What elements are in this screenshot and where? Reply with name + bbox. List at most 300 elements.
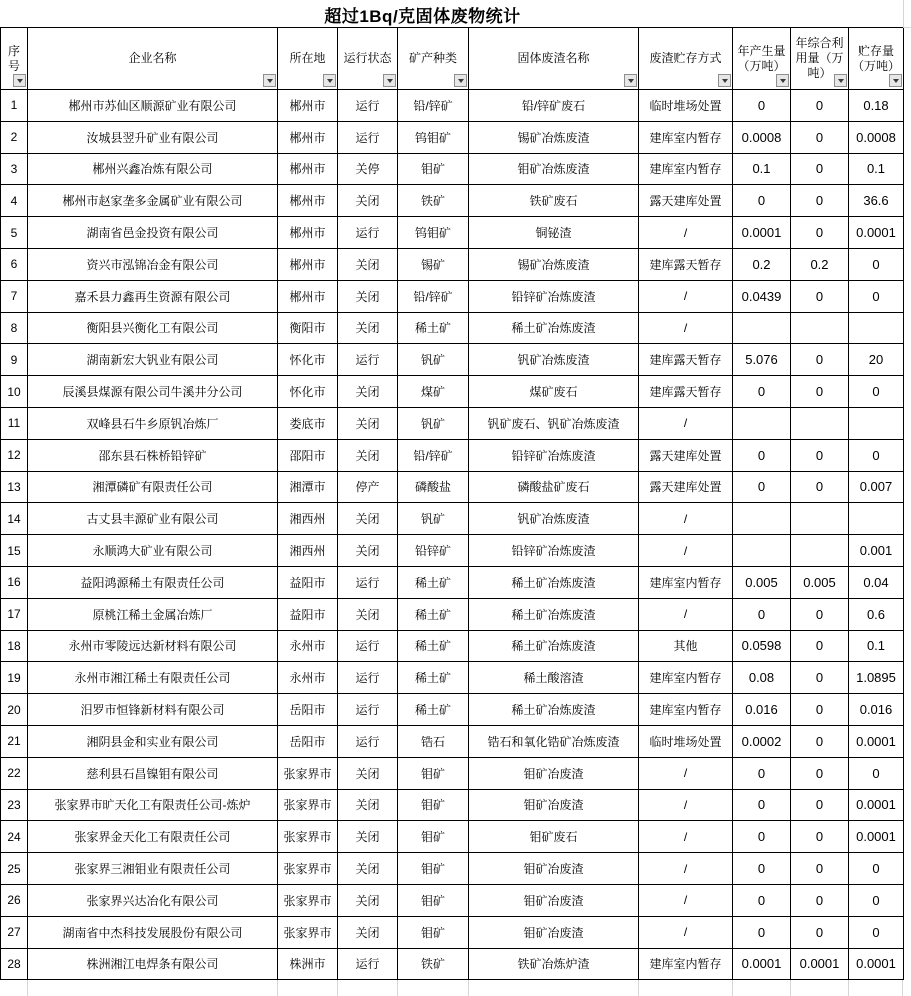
cell-annual_output[interactable]: 0.0002 bbox=[733, 725, 791, 757]
cell-company[interactable]: 郴州兴鑫冶炼有限公司 bbox=[28, 153, 278, 185]
cell-storage_amount[interactable]: 0 bbox=[849, 248, 904, 280]
cell-no[interactable]: 4 bbox=[1, 185, 28, 217]
cell-company[interactable]: 株洲湘江电焊条有限公司 bbox=[28, 948, 278, 980]
cell-annual_utilization[interactable]: 0 bbox=[791, 725, 849, 757]
cell-storage_amount[interactable]: 0 bbox=[849, 439, 904, 471]
cell-no[interactable]: 3 bbox=[1, 153, 28, 185]
cell-status[interactable]: 运行 bbox=[338, 662, 398, 694]
cell-status[interactable]: 关闭 bbox=[338, 503, 398, 535]
cell-annual_utilization[interactable]: 0 bbox=[791, 121, 849, 153]
cell-annual_utilization[interactable]: 0 bbox=[791, 376, 849, 408]
header-cell-mineral[interactable] bbox=[398, 28, 469, 90]
cell-annual_utilization[interactable]: 0 bbox=[791, 884, 849, 916]
cell-company[interactable]: 汝城县翌升矿业有限公司 bbox=[28, 121, 278, 153]
cell-no[interactable]: 13 bbox=[1, 471, 28, 503]
cell-no[interactable]: 2 bbox=[1, 121, 28, 153]
cell-company[interactable]: 嘉禾县力鑫再生资源有限公司 bbox=[28, 280, 278, 312]
filter-dropdown-button[interactable] bbox=[13, 74, 26, 87]
cell-no[interactable]: 15 bbox=[1, 535, 28, 567]
cell-company[interactable]: 双峰县石牛乡原钒冶炼厂 bbox=[28, 407, 278, 439]
cell-annual_output[interactable]: 0 bbox=[733, 185, 791, 217]
cell-storage_amount[interactable]: 0.0001 bbox=[849, 948, 904, 980]
cell-storage_amount[interactable] bbox=[849, 503, 904, 535]
cell-waste_name[interactable]: 铅锌矿冶炼废渣 bbox=[469, 535, 639, 567]
header-cell-location[interactable] bbox=[278, 28, 338, 90]
cell-status[interactable]: 关闭 bbox=[338, 439, 398, 471]
cell-location[interactable]: 张家界市 bbox=[278, 789, 338, 821]
cell-annual_utilization[interactable]: 0 bbox=[791, 789, 849, 821]
cell-storage_method[interactable]: / bbox=[639, 535, 733, 567]
cell-company[interactable]: 慈利县石昌镍钼有限公司 bbox=[28, 757, 278, 789]
cell-status[interactable]: 关闭 bbox=[338, 376, 398, 408]
cell-storage_amount[interactable]: 0.18 bbox=[849, 90, 904, 122]
cell-no[interactable]: 11 bbox=[1, 407, 28, 439]
cell-location[interactable]: 郴州市 bbox=[278, 217, 338, 249]
cell-storage_method[interactable]: 建库室内暂存 bbox=[639, 566, 733, 598]
cell-annual_utilization[interactable]: 0 bbox=[791, 280, 849, 312]
cell-company[interactable]: 辰溪县煤源有限公司牛溪井分公司 bbox=[28, 376, 278, 408]
cell-waste_name[interactable]: 钼矿冶废渣 bbox=[469, 757, 639, 789]
cell-storage_method[interactable]: / bbox=[639, 598, 733, 630]
cell-waste_name[interactable]: 钼矿冶炼废渣 bbox=[469, 153, 639, 185]
cell-waste_name[interactable]: 钒矿废石、钒矿冶炼废渣 bbox=[469, 407, 639, 439]
cell-company[interactable]: 邵东县石株桥铅锌矿 bbox=[28, 439, 278, 471]
cell-waste_name[interactable]: 煤矿废石 bbox=[469, 376, 639, 408]
cell-mineral[interactable]: 磷酸盐 bbox=[398, 471, 469, 503]
cell-waste_name[interactable]: 钒矿冶炼废渣 bbox=[469, 344, 639, 376]
cell-location[interactable]: 益阳市 bbox=[278, 566, 338, 598]
cell-mineral[interactable]: 稀土矿 bbox=[398, 630, 469, 662]
cell-location[interactable]: 张家界市 bbox=[278, 757, 338, 789]
filter-dropdown-button[interactable] bbox=[889, 74, 902, 87]
cell-mineral[interactable]: 钼矿 bbox=[398, 821, 469, 853]
cell-mineral[interactable]: 钼矿 bbox=[398, 153, 469, 185]
cell-waste_name[interactable]: 锆石和氧化锆矿冶炼废渣 bbox=[469, 725, 639, 757]
cell-annual_utilization[interactable]: 0 bbox=[791, 630, 849, 662]
cell-status[interactable]: 停产 bbox=[338, 471, 398, 503]
cell-company[interactable]: 湖南省中杰科技发展股份有限公司 bbox=[28, 916, 278, 948]
cell-annual_utilization[interactable]: 0 bbox=[791, 757, 849, 789]
cell-storage_amount[interactable]: 36.6 bbox=[849, 185, 904, 217]
cell-storage_amount[interactable] bbox=[849, 407, 904, 439]
cell-storage_method[interactable]: 露天建库处置 bbox=[639, 185, 733, 217]
cell-annual_output[interactable]: 5.076 bbox=[733, 344, 791, 376]
cell-storage_method[interactable]: 建库室内暂存 bbox=[639, 948, 733, 980]
cell-annual_output[interactable]: 0.0439 bbox=[733, 280, 791, 312]
cell-status[interactable]: 关闭 bbox=[338, 535, 398, 567]
cell-location[interactable]: 永州市 bbox=[278, 630, 338, 662]
cell-waste_name[interactable]: 铁矿废石 bbox=[469, 185, 639, 217]
cell-mineral[interactable]: 钒矿 bbox=[398, 407, 469, 439]
cell-mineral[interactable]: 稀土矿 bbox=[398, 312, 469, 344]
cell-status[interactable]: 关闭 bbox=[338, 853, 398, 885]
cell-company[interactable]: 张家界市旷天化工有限责任公司-炼炉 bbox=[28, 789, 278, 821]
cell-storage_amount[interactable]: 0.001 bbox=[849, 535, 904, 567]
cell-company[interactable]: 益阳鸿源稀土有限责任公司 bbox=[28, 566, 278, 598]
cell-company[interactable]: 湖南新宏大钒业有限公司 bbox=[28, 344, 278, 376]
cell-annual_utilization[interactable]: 0 bbox=[791, 916, 849, 948]
cell-annual_output[interactable]: 0.08 bbox=[733, 662, 791, 694]
cell-storage_method[interactable]: 露天建库处置 bbox=[639, 471, 733, 503]
cell-no[interactable]: 27 bbox=[1, 916, 28, 948]
cell-storage_method[interactable]: 建库露天暂存 bbox=[639, 344, 733, 376]
cell-mineral[interactable]: 铅锌矿 bbox=[398, 535, 469, 567]
cell-annual_output[interactable] bbox=[733, 535, 791, 567]
cell-location[interactable]: 娄底市 bbox=[278, 407, 338, 439]
cell-no[interactable]: 21 bbox=[1, 725, 28, 757]
cell-mineral[interactable]: 铅/锌矿 bbox=[398, 90, 469, 122]
cell-waste_name[interactable]: 稀土矿冶炼废渣 bbox=[469, 566, 639, 598]
header-cell-status[interactable] bbox=[338, 28, 398, 90]
cell-annual_output[interactable]: 0.0008 bbox=[733, 121, 791, 153]
cell-waste_name[interactable]: 钼矿冶废渣 bbox=[469, 789, 639, 821]
cell-status[interactable]: 关闭 bbox=[338, 757, 398, 789]
cell-waste_name[interactable]: 钼矿废石 bbox=[469, 821, 639, 853]
cell-mineral[interactable]: 锡矿 bbox=[398, 248, 469, 280]
cell-status[interactable]: 关闭 bbox=[338, 916, 398, 948]
cell-company[interactable]: 湖南省邑金投资有限公司 bbox=[28, 217, 278, 249]
cell-mineral[interactable]: 钼矿 bbox=[398, 789, 469, 821]
cell-storage_method[interactable]: 建库室内暂存 bbox=[639, 662, 733, 694]
cell-storage_amount[interactable]: 0 bbox=[849, 280, 904, 312]
cell-storage_method[interactable]: 建库室内暂存 bbox=[639, 694, 733, 726]
cell-annual_output[interactable]: 0 bbox=[733, 376, 791, 408]
cell-storage_method[interactable]: / bbox=[639, 853, 733, 885]
cell-status[interactable]: 关闭 bbox=[338, 821, 398, 853]
cell-storage_amount[interactable]: 0.0001 bbox=[849, 821, 904, 853]
cell-location[interactable]: 湘潭市 bbox=[278, 471, 338, 503]
cell-mineral[interactable]: 稀土矿 bbox=[398, 598, 469, 630]
cell-annual_utilization[interactable]: 0.2 bbox=[791, 248, 849, 280]
cell-mineral[interactable]: 钒矿 bbox=[398, 503, 469, 535]
cell-no[interactable]: 19 bbox=[1, 662, 28, 694]
cell-mineral[interactable]: 稀土矿 bbox=[398, 566, 469, 598]
cell-status[interactable]: 运行 bbox=[338, 725, 398, 757]
cell-company[interactable]: 汨罗市恒锋新材料有限公司 bbox=[28, 694, 278, 726]
cell-annual_output[interactable]: 0.0001 bbox=[733, 948, 791, 980]
cell-location[interactable]: 张家界市 bbox=[278, 916, 338, 948]
cell-waste_name[interactable]: 稀土矿冶炼废渣 bbox=[469, 694, 639, 726]
cell-no[interactable]: 1 bbox=[1, 90, 28, 122]
cell-status[interactable]: 运行 bbox=[338, 630, 398, 662]
cell-location[interactable]: 怀化市 bbox=[278, 344, 338, 376]
header-cell-annual-output[interactable] bbox=[733, 28, 791, 90]
cell-status[interactable]: 运行 bbox=[338, 566, 398, 598]
cell-no[interactable]: 23 bbox=[1, 789, 28, 821]
cell-mineral[interactable]: 钼矿 bbox=[398, 884, 469, 916]
cell-annual_output[interactable] bbox=[733, 503, 791, 535]
cell-status[interactable]: 运行 bbox=[338, 90, 398, 122]
cell-storage_method[interactable]: / bbox=[639, 312, 733, 344]
cell-annual_output[interactable]: 0.2 bbox=[733, 248, 791, 280]
cell-no[interactable]: 6 bbox=[1, 248, 28, 280]
cell-storage_amount[interactable]: 0 bbox=[849, 757, 904, 789]
cell-annual_utilization[interactable]: 0 bbox=[791, 185, 849, 217]
cell-storage_method[interactable]: 其他 bbox=[639, 630, 733, 662]
filter-dropdown-button[interactable] bbox=[624, 74, 637, 87]
cell-annual_utilization[interactable]: 0 bbox=[791, 821, 849, 853]
cell-location[interactable]: 郴州市 bbox=[278, 185, 338, 217]
cell-annual_utilization[interactable] bbox=[791, 407, 849, 439]
cell-status[interactable]: 关闭 bbox=[338, 248, 398, 280]
cell-storage_amount[interactable]: 0 bbox=[849, 884, 904, 916]
cell-annual_utilization[interactable]: 0 bbox=[791, 694, 849, 726]
cell-annual_utilization[interactable]: 0 bbox=[791, 471, 849, 503]
header-cell-company[interactable] bbox=[28, 28, 278, 90]
filter-dropdown-button[interactable] bbox=[323, 74, 336, 87]
cell-annual_utilization[interactable]: 0 bbox=[791, 153, 849, 185]
cell-waste_name[interactable]: 铅/锌矿废石 bbox=[469, 90, 639, 122]
cell-company[interactable]: 原桃江稀土金属冶炼厂 bbox=[28, 598, 278, 630]
cell-company[interactable]: 衡阳县兴衡化工有限公司 bbox=[28, 312, 278, 344]
filter-dropdown-button[interactable] bbox=[834, 74, 847, 87]
cell-annual_output[interactable]: 0 bbox=[733, 439, 791, 471]
cell-storage_amount[interactable]: 0.0008 bbox=[849, 121, 904, 153]
cell-waste_name[interactable]: 稀土矿冶炼废渣 bbox=[469, 630, 639, 662]
cell-storage_method[interactable]: 建库露天暂存 bbox=[639, 248, 733, 280]
header-cell-no[interactable] bbox=[1, 28, 28, 90]
cell-storage_method[interactable]: 临时堆场处置 bbox=[639, 725, 733, 757]
cell-annual_utilization[interactable]: 0 bbox=[791, 598, 849, 630]
cell-storage_amount[interactable]: 1.0895 bbox=[849, 662, 904, 694]
cell-annual_output[interactable]: 0 bbox=[733, 789, 791, 821]
cell-waste_name[interactable]: 钒矿冶炼废渣 bbox=[469, 503, 639, 535]
cell-no[interactable]: 24 bbox=[1, 821, 28, 853]
cell-status[interactable]: 运行 bbox=[338, 948, 398, 980]
cell-location[interactable]: 湘西州 bbox=[278, 535, 338, 567]
cell-company[interactable]: 永州市湘江稀土有限责任公司 bbox=[28, 662, 278, 694]
cell-company[interactable]: 资兴市泓锦冶金有限公司 bbox=[28, 248, 278, 280]
cell-annual_output[interactable]: 0 bbox=[733, 821, 791, 853]
cell-annual_output[interactable] bbox=[733, 312, 791, 344]
cell-no[interactable]: 5 bbox=[1, 217, 28, 249]
cell-mineral[interactable]: 铅/锌矿 bbox=[398, 439, 469, 471]
cell-storage_amount[interactable]: 0.0001 bbox=[849, 217, 904, 249]
cell-no[interactable]: 28 bbox=[1, 948, 28, 980]
cell-location[interactable]: 郴州市 bbox=[278, 248, 338, 280]
cell-storage_method[interactable]: 建库露天暂存 bbox=[639, 376, 733, 408]
cell-location[interactable]: 郴州市 bbox=[278, 153, 338, 185]
cell-location[interactable]: 郴州市 bbox=[278, 121, 338, 153]
cell-storage_amount[interactable]: 20 bbox=[849, 344, 904, 376]
filter-dropdown-button[interactable] bbox=[454, 74, 467, 87]
cell-waste_name[interactable]: 稀土矿冶炼废渣 bbox=[469, 598, 639, 630]
cell-location[interactable]: 永州市 bbox=[278, 662, 338, 694]
cell-company[interactable]: 郴州市赵家垄多金属矿业有限公司 bbox=[28, 185, 278, 217]
cell-waste_name[interactable]: 钼矿冶废渣 bbox=[469, 916, 639, 948]
cell-annual_utilization[interactable]: 0 bbox=[791, 853, 849, 885]
cell-mineral[interactable]: 煤矿 bbox=[398, 376, 469, 408]
cell-annual_utilization[interactable]: 0 bbox=[791, 439, 849, 471]
cell-storage_method[interactable]: / bbox=[639, 217, 733, 249]
filter-dropdown-button[interactable] bbox=[263, 74, 276, 87]
cell-company[interactable]: 湘阴县金和实业有限公司 bbox=[28, 725, 278, 757]
cell-storage_method[interactable]: 建库室内暂存 bbox=[639, 121, 733, 153]
cell-location[interactable]: 岳阳市 bbox=[278, 725, 338, 757]
cell-annual_output[interactable]: 0 bbox=[733, 853, 791, 885]
cell-storage_amount[interactable]: 0 bbox=[849, 853, 904, 885]
cell-annual_utilization[interactable] bbox=[791, 535, 849, 567]
cell-company[interactable]: 永州市零陵远达新材料有限公司 bbox=[28, 630, 278, 662]
cell-location[interactable]: 郴州市 bbox=[278, 280, 338, 312]
cell-mineral[interactable]: 钨钼矿 bbox=[398, 121, 469, 153]
cell-company[interactable]: 古丈县丰源矿业有限公司 bbox=[28, 503, 278, 535]
cell-annual_utilization[interactable]: 0 bbox=[791, 344, 849, 376]
cell-storage_amount[interactable]: 0.0001 bbox=[849, 789, 904, 821]
cell-waste_name[interactable]: 钼矿冶废渣 bbox=[469, 853, 639, 885]
cell-no[interactable]: 26 bbox=[1, 884, 28, 916]
cell-company[interactable]: 郴州市苏仙区顺源矿业有限公司 bbox=[28, 90, 278, 122]
cell-annual_output[interactable]: 0 bbox=[733, 884, 791, 916]
cell-waste_name[interactable]: 铅锌矿冶炼废渣 bbox=[469, 439, 639, 471]
cell-company[interactable]: 张家界兴达冶化有限公司 bbox=[28, 884, 278, 916]
cell-storage_amount[interactable]: 0.016 bbox=[849, 694, 904, 726]
cell-mineral[interactable]: 钼矿 bbox=[398, 757, 469, 789]
cell-annual_output[interactable]: 0 bbox=[733, 90, 791, 122]
cell-annual_utilization[interactable] bbox=[791, 312, 849, 344]
cell-mineral[interactable]: 稀土矿 bbox=[398, 662, 469, 694]
cell-waste_name[interactable]: 稀土矿冶炼废渣 bbox=[469, 312, 639, 344]
header-cell-storage-method[interactable] bbox=[639, 28, 733, 90]
cell-no[interactable]: 14 bbox=[1, 503, 28, 535]
cell-location[interactable]: 怀化市 bbox=[278, 376, 338, 408]
cell-no[interactable]: 9 bbox=[1, 344, 28, 376]
cell-annual_output[interactable]: 0.016 bbox=[733, 694, 791, 726]
cell-location[interactable]: 益阳市 bbox=[278, 598, 338, 630]
cell-annual_utilization[interactable]: 0 bbox=[791, 217, 849, 249]
cell-storage_amount[interactable]: 0.1 bbox=[849, 153, 904, 185]
cell-waste_name[interactable]: 铜铋渣 bbox=[469, 217, 639, 249]
cell-waste_name[interactable]: 锡矿冶炼废渣 bbox=[469, 248, 639, 280]
cell-annual_output[interactable]: 0.0001 bbox=[733, 217, 791, 249]
filter-dropdown-button[interactable] bbox=[776, 74, 789, 87]
cell-storage_method[interactable]: / bbox=[639, 280, 733, 312]
cell-location[interactable]: 邵阳市 bbox=[278, 439, 338, 471]
cell-waste_name[interactable]: 锡矿冶炼废渣 bbox=[469, 121, 639, 153]
cell-mineral[interactable]: 钼矿 bbox=[398, 916, 469, 948]
cell-waste_name[interactable]: 钼矿冶废渣 bbox=[469, 884, 639, 916]
cell-status[interactable]: 关闭 bbox=[338, 312, 398, 344]
header-cell-annual-utilization[interactable] bbox=[791, 28, 849, 90]
cell-annual_utilization[interactable] bbox=[791, 503, 849, 535]
cell-storage_method[interactable]: / bbox=[639, 821, 733, 853]
cell-status[interactable]: 关闭 bbox=[338, 598, 398, 630]
cell-waste_name[interactable]: 铅锌矿冶炼废渣 bbox=[469, 280, 639, 312]
cell-mineral[interactable]: 钨钼矿 bbox=[398, 217, 469, 249]
header-cell-waste-name[interactable] bbox=[469, 28, 639, 90]
cell-annual_output[interactable]: 0 bbox=[733, 598, 791, 630]
header-cell-storage-amount[interactable] bbox=[849, 28, 904, 90]
cell-company[interactable]: 张家界三湘钼业有限责任公司 bbox=[28, 853, 278, 885]
cell-storage_amount[interactable]: 0.04 bbox=[849, 566, 904, 598]
cell-mineral[interactable]: 稀土矿 bbox=[398, 694, 469, 726]
cell-status[interactable]: 运行 bbox=[338, 121, 398, 153]
cell-waste_name[interactable]: 铁矿冶炼炉渣 bbox=[469, 948, 639, 980]
cell-status[interactable]: 关闭 bbox=[338, 407, 398, 439]
cell-storage_amount[interactable]: 0.007 bbox=[849, 471, 904, 503]
cell-no[interactable]: 20 bbox=[1, 694, 28, 726]
cell-mineral[interactable]: 锆石 bbox=[398, 725, 469, 757]
cell-location[interactable]: 岳阳市 bbox=[278, 694, 338, 726]
cell-status[interactable]: 关闭 bbox=[338, 884, 398, 916]
cell-storage_method[interactable]: 建库室内暂存 bbox=[639, 153, 733, 185]
cell-no[interactable]: 18 bbox=[1, 630, 28, 662]
filter-dropdown-button[interactable] bbox=[718, 74, 731, 87]
cell-location[interactable]: 张家界市 bbox=[278, 853, 338, 885]
cell-annual_output[interactable]: 0 bbox=[733, 916, 791, 948]
cell-waste_name[interactable]: 稀土酸溶渣 bbox=[469, 662, 639, 694]
cell-storage_method[interactable]: / bbox=[639, 789, 733, 821]
cell-annual_utilization[interactable]: 0.005 bbox=[791, 566, 849, 598]
cell-no[interactable]: 10 bbox=[1, 376, 28, 408]
cell-storage_amount[interactable]: 0 bbox=[849, 916, 904, 948]
cell-storage_method[interactable]: / bbox=[639, 407, 733, 439]
cell-no[interactable]: 7 bbox=[1, 280, 28, 312]
cell-mineral[interactable]: 钼矿 bbox=[398, 853, 469, 885]
cell-annual_output[interactable]: 0 bbox=[733, 757, 791, 789]
cell-no[interactable]: 16 bbox=[1, 566, 28, 598]
cell-storage_amount[interactable]: 0.0001 bbox=[849, 725, 904, 757]
cell-no[interactable]: 12 bbox=[1, 439, 28, 471]
cell-storage_method[interactable]: 露天建库处置 bbox=[639, 439, 733, 471]
cell-annual_utilization[interactable]: 0 bbox=[791, 90, 849, 122]
cell-location[interactable]: 张家界市 bbox=[278, 821, 338, 853]
cell-storage_method[interactable]: 临时堆场处置 bbox=[639, 90, 733, 122]
cell-storage_method[interactable]: / bbox=[639, 916, 733, 948]
cell-company[interactable]: 张家界金天化工有限责任公司 bbox=[28, 821, 278, 853]
cell-annual_output[interactable]: 0.1 bbox=[733, 153, 791, 185]
cell-location[interactable]: 株洲市 bbox=[278, 948, 338, 980]
cell-storage_method[interactable]: / bbox=[639, 503, 733, 535]
cell-no[interactable]: 17 bbox=[1, 598, 28, 630]
cell-annual_output[interactable] bbox=[733, 407, 791, 439]
cell-annual_output[interactable]: 0 bbox=[733, 471, 791, 503]
cell-company[interactable]: 湘潭磷矿有限责任公司 bbox=[28, 471, 278, 503]
cell-no[interactable]: 25 bbox=[1, 853, 28, 885]
cell-location[interactable]: 张家界市 bbox=[278, 884, 338, 916]
cell-waste_name[interactable]: 磷酸盐矿废石 bbox=[469, 471, 639, 503]
cell-storage_amount[interactable]: 0.6 bbox=[849, 598, 904, 630]
cell-no[interactable]: 22 bbox=[1, 757, 28, 789]
cell-status[interactable]: 运行 bbox=[338, 694, 398, 726]
cell-storage_method[interactable]: / bbox=[639, 884, 733, 916]
cell-storage_amount[interactable]: 0.1 bbox=[849, 630, 904, 662]
cell-mineral[interactable]: 铁矿 bbox=[398, 948, 469, 980]
cell-storage_amount[interactable]: 0 bbox=[849, 376, 904, 408]
cell-status[interactable]: 关闭 bbox=[338, 185, 398, 217]
cell-status[interactable]: 关闭 bbox=[338, 280, 398, 312]
cell-storage_method[interactable]: / bbox=[639, 757, 733, 789]
cell-storage_amount[interactable] bbox=[849, 312, 904, 344]
cell-company[interactable]: 永顺鸿大矿业有限公司 bbox=[28, 535, 278, 567]
cell-status[interactable]: 关闭 bbox=[338, 789, 398, 821]
cell-location[interactable]: 湘西州 bbox=[278, 503, 338, 535]
cell-no[interactable]: 8 bbox=[1, 312, 28, 344]
cell-annual_output[interactable]: 0.005 bbox=[733, 566, 791, 598]
cell-status[interactable]: 运行 bbox=[338, 344, 398, 376]
cell-status[interactable]: 运行 bbox=[338, 217, 398, 249]
cell-annual_utilization[interactable]: 0.0001 bbox=[791, 948, 849, 980]
cell-location[interactable]: 郴州市 bbox=[278, 90, 338, 122]
cell-annual_utilization[interactable]: 0 bbox=[791, 662, 849, 694]
cell-annual_output[interactable]: 0.0598 bbox=[733, 630, 791, 662]
cell-mineral[interactable]: 铅/锌矿 bbox=[398, 280, 469, 312]
filter-dropdown-button[interactable] bbox=[383, 74, 396, 87]
cell-mineral[interactable]: 铁矿 bbox=[398, 185, 469, 217]
cell-mineral[interactable]: 钒矿 bbox=[398, 344, 469, 376]
cell-location[interactable]: 衡阳市 bbox=[278, 312, 338, 344]
cell-status[interactable]: 关停 bbox=[338, 153, 398, 185]
